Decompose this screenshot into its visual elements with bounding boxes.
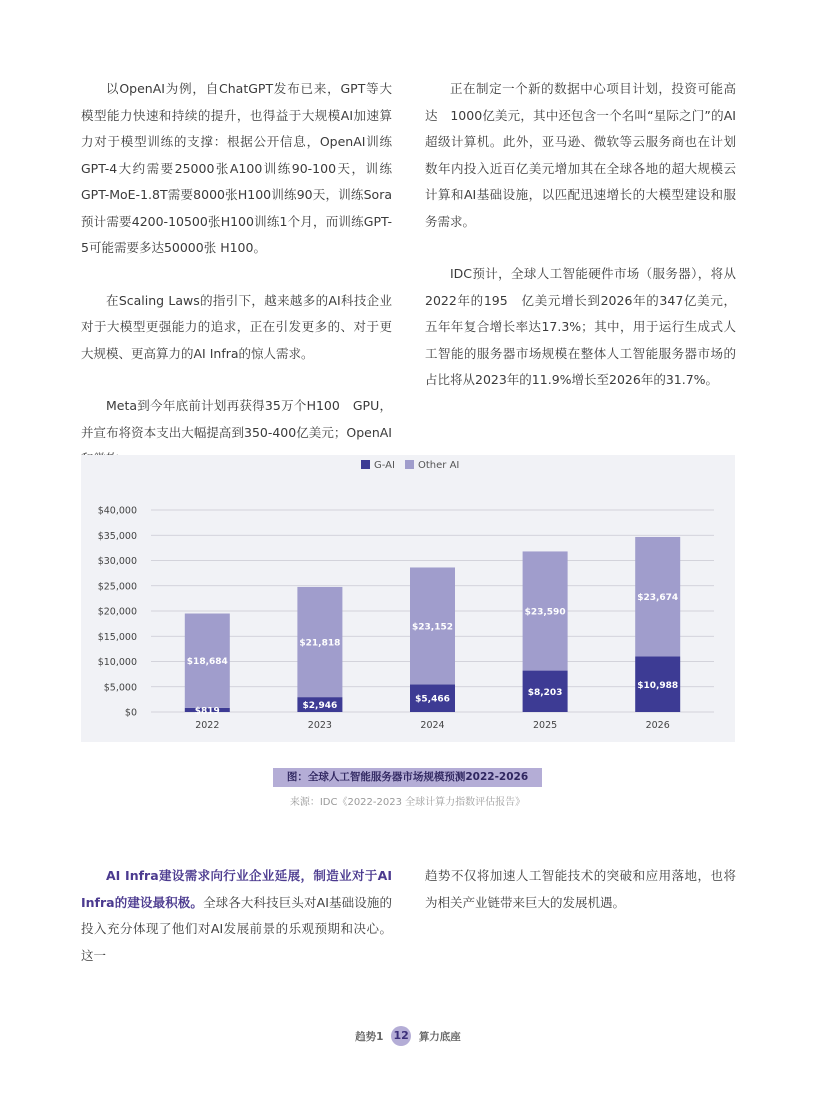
- paragraph: 以OpenAI为例，自ChatGPT发布已来，GPT等大模型能力快速和持续的提升，也得益于大规模AI加速算力对于模型训练的支撑：根据公开信息，OpenAI训练GPT-4大约需要25000张A100训练90-100天，训练GPT-MoE-1.8T需要8000张H100训练90天，训练Sora预计需要4200-10500张H100训练1个月，而训练GPT-5可能需要多达50000张 H100。: [81, 81, 392, 255]
- legend-swatch-other-ai: [405, 460, 414, 469]
- data-label-g-ai: $819: [194, 706, 220, 717]
- paragraph: 正在制定一个新的数据中心项目计划，投资可能高达 1000亿美元，其中还包含一个名叫“星际之门”的AI超级计算机。此外，亚马逊、微软等云服务商也在计划数年内投入近百亿美元增加其在全球各地的超大规模云计算和AI基础设施，以匹配迅速增长的大模型建设和服务需求。: [425, 81, 736, 229]
- legend-label-other-ai: Other AI: [418, 460, 460, 471]
- server-market-chart: [81, 455, 735, 742]
- paragraph: Meta到今年底前计划再获得35万个H100 GPU，并宣布将资本支出大幅提高到350-400亿美元；OpenAI: [81, 398, 392, 440]
- chart-svg: [81, 455, 735, 742]
- highlight-text: AI Infra建设需求向行业企业延展，制造业对于AI Infra的建设最积极。: [81, 868, 392, 910]
- y-tick-label: $0: [124, 707, 137, 719]
- footer-chapter: 算力底座: [418, 1030, 461, 1043]
- paragraph: [81, 863, 392, 969]
- x-tick-label: 2026: [645, 720, 670, 731]
- page-number: 12: [391, 1026, 411, 1046]
- paragraph: 趋势不仅将加速人工智能技术的突破和应用落地，也将为相关产业链带来巨大的发展机遇。: [425, 868, 736, 910]
- legend-swatch-g-ai: [361, 460, 370, 469]
- figure-caption: 图：全球人工智能服务器市场规模预测2022-2026: [273, 768, 542, 787]
- x-tick-label: 2025: [533, 720, 558, 731]
- data-label-g-ai: $5,466: [415, 694, 450, 705]
- data-label-g-ai: $8,203: [527, 687, 563, 698]
- x-tick-label: 2022: [195, 720, 220, 731]
- left-column-bottom: [81, 863, 392, 969]
- x-tick-label: 2023: [307, 720, 332, 731]
- y-tick-label: $15,000: [97, 631, 137, 643]
- figure-source: 来源：IDC《2022-2023 全球计算力指数评估报告》: [289, 797, 526, 808]
- y-tick-label: $25,000: [97, 581, 137, 593]
- data-label-g-ai: $10,988: [637, 680, 679, 691]
- footer-section: 趋势1: [355, 1030, 384, 1043]
- y-tick-label: $10,000: [97, 657, 137, 668]
- data-label-g-ai: $2,946: [302, 701, 338, 712]
- left-column-top: [81, 76, 392, 473]
- right-column-top: [425, 76, 736, 394]
- y-tick-label: $40,000: [97, 505, 137, 517]
- paragraph: IDC预计，全球人工智能硬件市场（服务器），将从2022年的195 亿美元增长到2026年的347亿美元，五年年复合增长率达17.3%；其中，用于运行生成式人工智能的服务器市场规模在整体人工智能服务器市场的占比将从2023年的11.9%增长至2026年的31.7%。: [425, 266, 736, 387]
- page-footer: [0, 1026, 816, 1048]
- right-column-bottom: [425, 863, 736, 916]
- data-label-other-ai: $21,818: [299, 638, 341, 649]
- y-tick-label: $30,000: [97, 556, 137, 567]
- x-tick-label: 2024: [420, 720, 445, 731]
- paragraph: 在Scaling Laws的指引下，越来越多的AI科技企业对于大模型更强能力的追求，正在引发更多的、对于更大规模、更高算力的AI Infra的惊人需求。: [81, 292, 392, 361]
- y-tick-label: $5,000: [103, 682, 137, 694]
- y-tick-label: $20,000: [97, 606, 137, 618]
- legend-label-g-ai: G-AI: [374, 460, 395, 471]
- data-label-other-ai: $23,590: [524, 607, 566, 618]
- data-label-other-ai: $23,152: [412, 622, 453, 633]
- y-tick-label: $35,000: [97, 530, 137, 542]
- data-label-other-ai: $18,684: [186, 657, 228, 668]
- data-label-other-ai: $23,674: [637, 593, 679, 604]
- paragraph-text: 全球各大科技巨头对AI基础设施的投入充分体现了他们对AI发展前景的乐观预期和决心。这一: [81, 894, 392, 963]
